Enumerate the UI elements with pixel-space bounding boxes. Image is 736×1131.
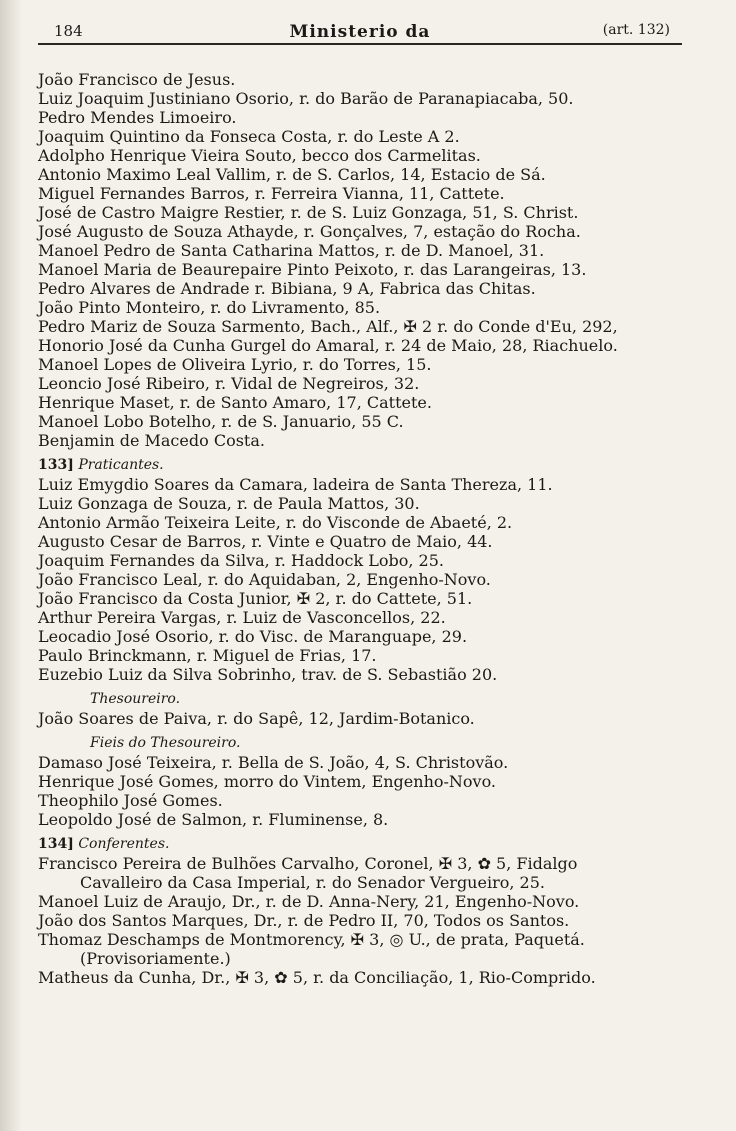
list-entry: João Francisco da Costa Junior, ✠ 2, r. do Cattete, 51. — [38, 589, 473, 608]
section-title: Conferentes. — [78, 836, 170, 852]
list-entry: Paulo Brinckmann, r. Miguel de Frias, 17. — [38, 646, 377, 665]
list-entry: Manoel Lobo Botelho, r. de S. Januario, 55 C. — [38, 412, 404, 431]
list-entry: Luiz Gonzaga de Souza, r. de Paula Mattos, 30. — [38, 494, 420, 513]
list-entry: Henrique Maset, r. de Santo Amaro, 17, Cattete. — [38, 393, 432, 412]
list-entry: Manoel Lopes de Oliveira Lyrio, r. do Torres, 15. — [38, 355, 432, 374]
list-entry: José de Castro Maigre Restier, r. de S. Luiz Gonzaga, 51, S. Christ. — [38, 203, 579, 222]
list-entry: Honorio José da Cunha Gurgel do Amaral, r. 24 de Maio, 28, Riachuelo. — [38, 336, 618, 355]
employee-list — [38, 70, 688, 450]
list-entry: Adolpho Henrique Vieira Souto, becco dos Carmelitas. — [38, 146, 481, 165]
list-entry: João Pinto Monteiro, r. do Livramento, 85. — [38, 298, 381, 317]
list-entry: Manoel Pedro de Santa Catharina Mattos, r. de D. Manoel, 31. — [38, 241, 545, 260]
list-entry: Pedro Alvares de Andrade r. Bibiana, 9 A, Fabrica das Chitas. — [38, 279, 536, 298]
list-entry: Joaquim Quintino da Fonseca Costa, r. do Leste A 2. — [38, 127, 460, 146]
thesoureiro-list — [38, 709, 688, 728]
list-entry: Antonio Maximo Leal Vallim, r. de S. Carlos, 14, Estacio de Sá. — [38, 165, 546, 184]
fieis-list — [38, 753, 688, 829]
list-entry: Theophilo José Gomes. — [38, 791, 223, 810]
list-entry: Manoel Maria de Beaurepaire Pinto Peixoto, r. das Larangeiras, 13. — [38, 260, 587, 279]
list-entry: Francisco Pereira de Bulhões Carvalho, Coronel, ✠ 3, ✿ 5, Fidalgo — [38, 854, 578, 873]
list-entry: Manoel Luiz de Araujo, Dr., r. de D. Anna-Nery, 21, Engenho-Novo. — [38, 892, 580, 911]
list-entry: (Provisoriamente.) — [80, 949, 231, 968]
list-entry: Luiz Joaquim Justiniano Osorio, r. do Barão de Paranapiacaba, 50. — [38, 89, 574, 108]
list-entry: Miguel Fernandes Barros, r. Ferreira Vianna, 11, Cattete. — [38, 184, 505, 203]
section-heading-praticantes — [38, 456, 688, 475]
list-entry: João Soares de Paiva, r. do Sapê, 12, Jardim-Botanico. — [38, 709, 475, 728]
list-entry: Joaquim Fernandes da Silva, r. Haddock Lobo, 25. — [38, 551, 444, 570]
list-entry: Cavalleiro da Casa Imperial, r. do Senador Vergueiro, 25. — [80, 873, 545, 892]
list-entry: Arthur Pereira Vargas, r. Luiz de Vasconcellos, 22. — [38, 608, 446, 627]
list-entry: Thomaz Deschamps de Montmorency, ✠ 3, ◎ U., de prata, Paquetá. — [38, 930, 585, 949]
section-number: 134] — [38, 836, 74, 852]
section-heading-fieis: Fieis do Thesoureiro. — [90, 735, 241, 751]
article-reference: (art. 132) — [602, 22, 670, 38]
list-entry: José Augusto de Souza Athayde, r. Gonçalves, 7, estação do Rocha. — [38, 222, 581, 241]
directory-listing — [38, 70, 688, 987]
section-heading-thesoureiro: Thesoureiro. — [90, 691, 181, 707]
list-entry: João Francisco Leal, r. do Aquidaban, 2, Engenho-Novo. — [38, 570, 491, 589]
list-entry: João Francisco de Jesus. — [38, 70, 236, 89]
list-entry: Matheus da Cunha, Dr., ✠ 3, ✿ 5, r. da Conciliação, 1, Rio-Comprido. — [38, 968, 596, 987]
list-entry: Euzebio Luiz da Silva Sobrinho, trav. de S. Sebastião 20. — [38, 665, 498, 684]
list-entry: Damaso José Teixeira, r. Bella de S. João, 4, S. Christovão. — [38, 753, 509, 772]
list-entry: Henrique José Gomes, morro do Vintem, Engenho-Novo. — [38, 772, 497, 791]
list-entry: Benjamin de Macedo Costa. — [38, 431, 265, 450]
section-heading-conferentes — [38, 835, 688, 854]
page-number: 184 — [54, 22, 83, 40]
list-entry: Luiz Emygdio Soares da Camara, ladeira de Santa Thereza, 11. — [38, 475, 553, 494]
conferentes-list — [38, 854, 688, 987]
list-entry: Antonio Armão Teixeira Leite, r. do Visconde de Abaeté, 2. — [38, 513, 513, 532]
list-entry: João dos Santos Marques, Dr., r. de Pedro II, 70, Todos os Santos. — [38, 911, 570, 930]
list-entry: Pedro Mariz de Souza Sarmento, Bach., Alf., ✠ 2 r. do Conde d'Eu, 292, — [38, 317, 618, 336]
praticantes-list — [38, 475, 688, 684]
list-entry: Leocadio José Osorio, r. do Visc. de Maranguape, 29. — [38, 627, 468, 646]
running-title: Ministerio da — [289, 22, 431, 42]
page-edge-shadow — [0, 0, 22, 1131]
list-entry: Leoncio José Ribeiro, r. Vidal de Negreiros, 32. — [38, 374, 420, 393]
list-entry: Augusto Cesar de Barros, r. Vinte e Quatro de Maio, 44. — [38, 532, 493, 551]
header-rule — [38, 43, 682, 45]
list-entry: Leopoldo José de Salmon, r. Fluminense, 8. — [38, 810, 389, 829]
list-entry: Pedro Mendes Limoeiro. — [38, 108, 237, 127]
section-number: 133] — [38, 457, 74, 473]
section-title: Praticantes. — [78, 457, 164, 473]
